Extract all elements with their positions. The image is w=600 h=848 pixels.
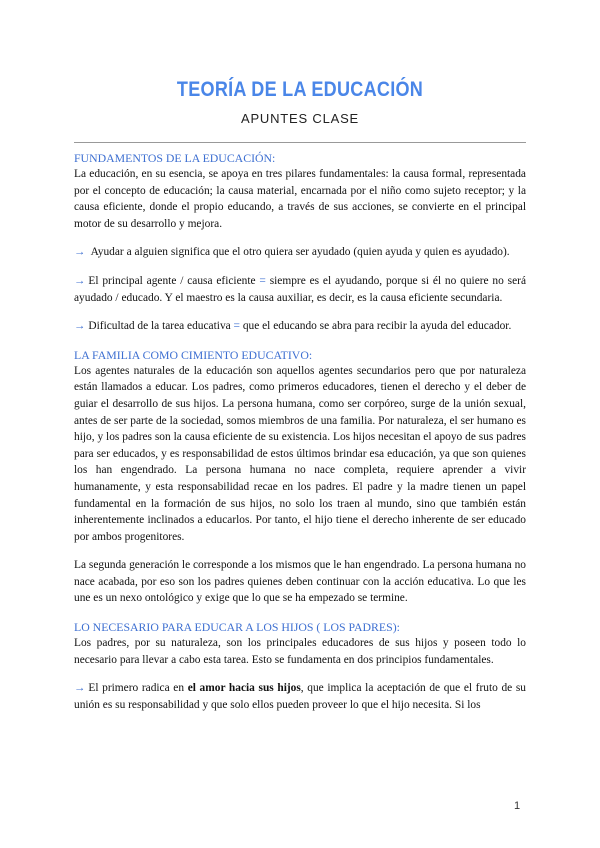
title-divider	[74, 142, 526, 143]
paragraph: Los padres, por su naturaleza, son los principales educadores de sus hijos y poseen todo lo necesario para llevar a cabo esta tarea. Esto se fundamenta en dos principios fundamentales.	[74, 637, 526, 666]
arrow-point	[74, 273, 526, 306]
arrow-point	[74, 318, 526, 335]
document-body	[74, 150, 526, 713]
equals-sign: =	[233, 320, 240, 333]
page-number: 1	[514, 800, 521, 812]
arrow-point-text: El primero radica en	[88, 682, 188, 695]
section-heading-familia: LA FAMILIA COMO CIMIENTO EDUCATIVO:	[74, 347, 313, 362]
arrow-point-text: Ayudar a alguien significa que el otro quiera ser ayudado (quien ayuda y quien es ayudado).	[90, 246, 510, 259]
arrow-icon: →	[74, 246, 86, 259]
arrow-point-text: El principal agente / causa eficiente	[88, 274, 260, 287]
paragraph: Los agentes naturales de la educación son aquellos agentes secundarios pero que por naturaleza están llamados a educar. Los padres, como primeros educadores, tienen el derecho y el deber de guiar el desarrollo de sus hijos. La persona humana, como ser corpóreo, surge de la unión sexual, antes de ser parte de la sociedad, somos miembros de una familia. Por naturaleza, el ser humano es hijo, y los padres son la causa eficiente de su existencia. Los hijos necesitan el apoyo de sus padres para ser educados, y es responsabilidad de estos últimos brindar esa educación, ya que son quienes los han engendrado. La persona humana no nace completa, requiere aprender a vivir humanamente, y esta responsabilidad recae en los padres. El padre y la madre tienen un papel fundamental en la formación de sus hijos, no solo los traen al mundo, sino que también están inherentemente inclinados a educarlos. Por tanto, el hijo tiene el derecho inherente de ser educado por ambos progenitores.	[74, 364, 526, 543]
paragraph: La educación, en su esencia, se apoya en tres pilares fundamentales: la causa formal, representada por el concepto de educación; la causa material, encarnada por el niño como sujeto receptor; y la causa eficiente, donde el propio educando, a través de sus acciones, se convierte en el principal motor de su desarrollo y mejora.	[74, 168, 526, 230]
arrow-icon: →	[74, 682, 86, 695]
arrow-point	[74, 680, 526, 713]
paragraph: La segunda generación le corresponde a los mismos que le han engendrado. La persona humana no nace acabada, por eso son los padres quienes deben continuar con la acción educativa. Lo que les une es un nexo ontológico y exige que lo que se ha empezado se termine.	[74, 559, 526, 605]
equals-sign: =	[259, 274, 266, 287]
document-subtitle: APUNTES CLASE	[240, 111, 360, 126]
document-title: TEORÍA DE LA EDUCACIÓN	[176, 78, 424, 101]
arrow-point	[74, 244, 526, 261]
bold-phrase: el amor hacia sus hijos	[187, 682, 301, 695]
section-heading-necesario: LO NECESARIO PARA EDUCAR A LOS HIJOS ( LOS PADRES):	[74, 620, 400, 635]
arrow-point-text: Dificultad de la tarea educativa	[88, 320, 234, 333]
section-heading-fundamentos: FUNDAMENTOS DE LA EDUCACIÓN:	[74, 151, 276, 165]
arrow-point-text: que el educando se abra para recibir la ayuda del educador.	[239, 320, 512, 333]
arrow-icon: →	[74, 274, 86, 287]
arrow-point-text: siempre es el ayudando, porque si él no quiere no será ayudado / educado. Y el maestro es la causa auxiliar, es decir, es la causa eficiente secundaria.	[74, 274, 526, 304]
arrow-point-text: , que implica la aceptación de que el fruto de su unión es su responsabilidad y que solo ellos pueden proveer lo que el hijo necesita. Si los	[74, 682, 526, 711]
arrow-icon: →	[74, 320, 86, 333]
